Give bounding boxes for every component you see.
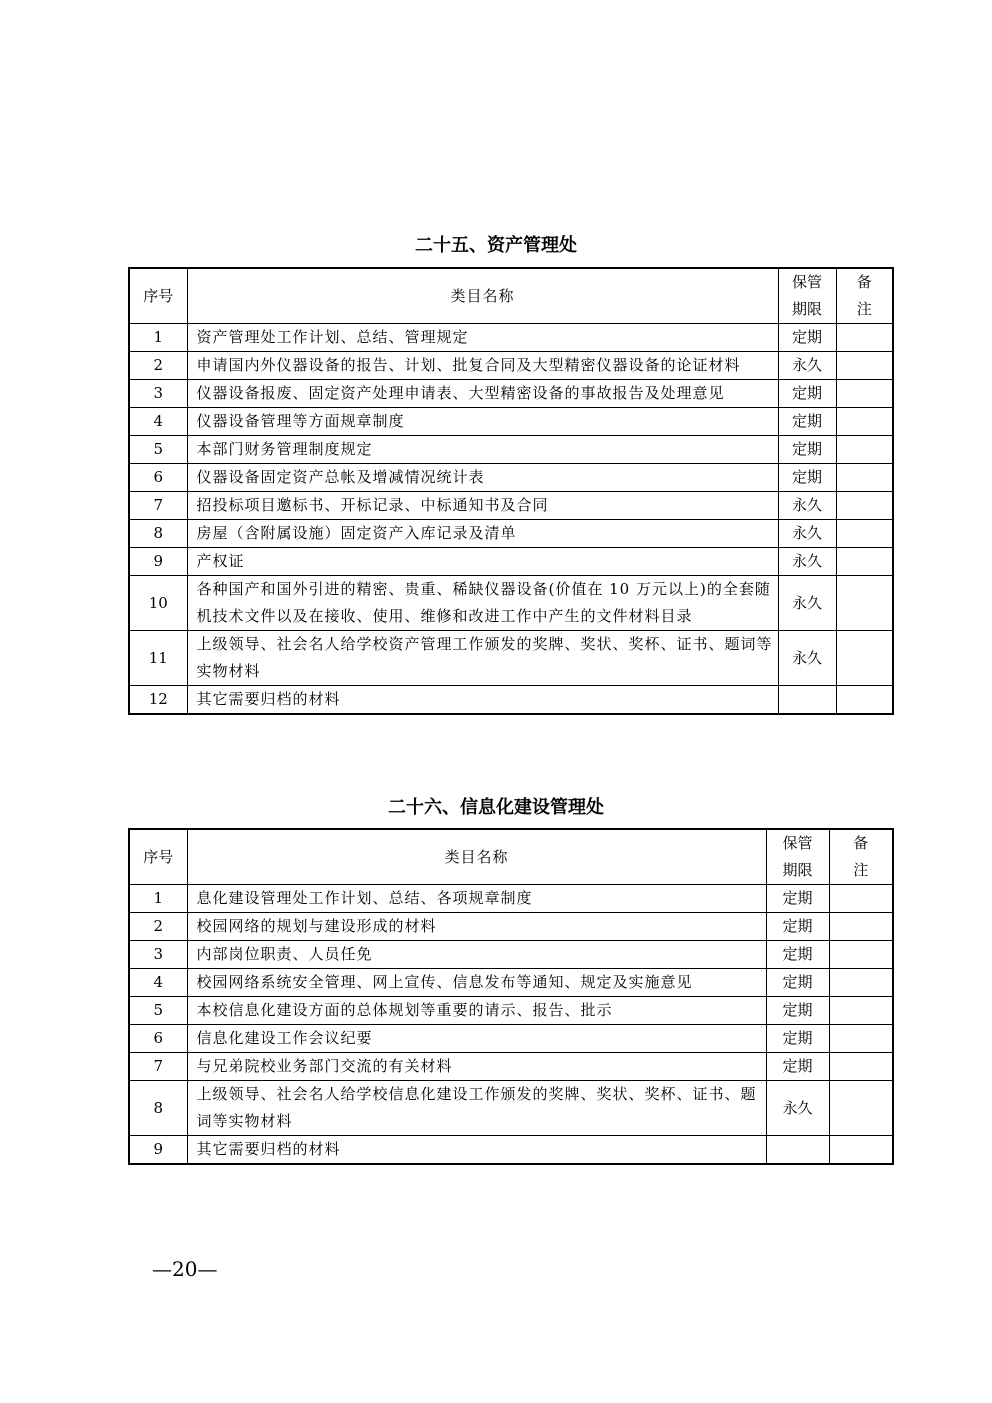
- header-note-line2: 注: [856, 300, 872, 318]
- header-name: 类目名称: [187, 829, 766, 885]
- row-num: 3: [129, 380, 187, 408]
- row-num: 5: [129, 436, 187, 464]
- row-name: 各种国产和国外引进的精密、贵重、稀缺仪器设备(价值在 10 万元以上)的全套随机技术文件以及在接收、使用、维修和改进工作中产生的文件材料目录: [187, 576, 778, 631]
- row-name: 上级领导、社会名人给学校资产管理工作颁发的奖牌、奖状、奖杯、证书、题词等实物材料: [187, 631, 778, 686]
- table-row: [129, 520, 893, 548]
- row-name: 资产管理处工作计划、总结、管理规定: [187, 324, 778, 352]
- row-name: 与兄弟院校业务部门交流的有关材料: [187, 1053, 766, 1081]
- row-note: [836, 520, 893, 548]
- header-note: [829, 829, 893, 885]
- page-number: —20—: [152, 1257, 218, 1281]
- table-row: [129, 1136, 893, 1165]
- row-note: [836, 380, 893, 408]
- row-name: 仪器设备固定资产总帐及增减情况统计表: [187, 464, 778, 492]
- row-period: 定期: [766, 997, 829, 1025]
- row-num: 3: [129, 941, 187, 969]
- row-note: [836, 576, 893, 631]
- row-num: 1: [129, 885, 187, 913]
- row-note: [829, 885, 893, 913]
- row-num: 7: [129, 492, 187, 520]
- row-num: 11: [129, 631, 187, 686]
- header-period: [778, 268, 836, 324]
- row-period: 定期: [778, 324, 836, 352]
- row-num: 1: [129, 324, 187, 352]
- row-period: 定期: [766, 1053, 829, 1081]
- row-note: [836, 408, 893, 436]
- row-note: [836, 464, 893, 492]
- row-name: 校园网络系统安全管理、网上宣传、信息发布等通知、规定及实施意见: [187, 969, 766, 997]
- row-note: [836, 686, 893, 715]
- row-note: [836, 492, 893, 520]
- row-note: [829, 1081, 893, 1136]
- row-name: 仪器设备报废、固定资产处理申请表、大型精密设备的事故报告及处理意见: [187, 380, 778, 408]
- row-name: 信息化建设工作会议纪要: [187, 1025, 766, 1053]
- row-period: 永久: [778, 492, 836, 520]
- row-note: [836, 436, 893, 464]
- table-row: [129, 969, 893, 997]
- row-name: 本校信息化建设方面的总体规划等重要的请示、报告、批示: [187, 997, 766, 1025]
- table-row: [129, 408, 893, 436]
- table-row: [129, 380, 893, 408]
- row-num: 2: [129, 352, 187, 380]
- row-period: 定期: [778, 408, 836, 436]
- table-row: [129, 885, 893, 913]
- row-note: [836, 548, 893, 576]
- row-period: [778, 686, 836, 715]
- header-note-line1: 备: [853, 834, 869, 852]
- header-num: 序号: [129, 829, 187, 885]
- row-note: [836, 352, 893, 380]
- row-name: 招投标项目邀标书、开标记录、中标通知书及合同: [187, 492, 778, 520]
- row-note: [829, 997, 893, 1025]
- header-row: [129, 268, 893, 324]
- row-note: [829, 969, 893, 997]
- header-note-line1: 备: [856, 273, 872, 291]
- row-name: 房屋（含附属设施）固定资产入库记录及清单: [187, 520, 778, 548]
- table-row: [129, 464, 893, 492]
- row-note: [829, 913, 893, 941]
- row-num: 4: [129, 408, 187, 436]
- header-period-line1: 保管: [791, 273, 822, 291]
- row-num: 12: [129, 686, 187, 715]
- row-name: 上级领导、社会名人给学校信息化建设工作颁发的奖牌、奖状、奖杯、证书、题词等实物材料: [187, 1081, 766, 1136]
- table-row: [129, 913, 893, 941]
- row-num: 8: [129, 1081, 187, 1136]
- row-period: 定期: [778, 436, 836, 464]
- row-period: 永久: [766, 1081, 829, 1136]
- table-row: [129, 492, 893, 520]
- table-row: [129, 548, 893, 576]
- table-row: [129, 1025, 893, 1053]
- row-num: 6: [129, 464, 187, 492]
- row-name: 校园网络的规划与建设形成的材料: [187, 913, 766, 941]
- header-period-line2: 期限: [791, 300, 822, 318]
- header-period: [766, 829, 829, 885]
- header-period-line1: 保管: [782, 834, 813, 852]
- table-row: [129, 1081, 893, 1136]
- header-period-line2: 期限: [782, 861, 813, 879]
- table-row: [129, 631, 893, 686]
- row-num: 5: [129, 997, 187, 1025]
- table-row: [129, 436, 893, 464]
- row-name: 其它需要归档的材料: [187, 686, 778, 715]
- row-num: 10: [129, 576, 187, 631]
- row-note: [829, 1025, 893, 1053]
- row-num: 8: [129, 520, 187, 548]
- row-num: 4: [129, 969, 187, 997]
- header-name: 类目名称: [187, 268, 778, 324]
- row-period: 永久: [778, 548, 836, 576]
- table-row: [129, 997, 893, 1025]
- row-note: [836, 324, 893, 352]
- section-title-asset-management: 二十五、资产管理处: [415, 235, 577, 256]
- table-row: [129, 324, 893, 352]
- row-name: 申请国内外仪器设备的报告、计划、批复合同及大型精密仪器设备的论证材料: [187, 352, 778, 380]
- row-period: 定期: [778, 380, 836, 408]
- row-name: 其它需要归档的材料: [187, 1136, 766, 1165]
- row-note: [829, 941, 893, 969]
- records-table-it-management: [128, 828, 894, 1165]
- row-num: 7: [129, 1053, 187, 1081]
- row-period: 永久: [778, 576, 836, 631]
- row-period: 定期: [766, 1025, 829, 1053]
- row-name: 本部门财务管理制度规定: [187, 436, 778, 464]
- row-name: 内部岗位职责、人员任免: [187, 941, 766, 969]
- row-period: 定期: [766, 885, 829, 913]
- row-period: [766, 1136, 829, 1165]
- header-row: [129, 829, 893, 885]
- header-note-line2: 注: [853, 861, 869, 879]
- row-period: 定期: [778, 464, 836, 492]
- header-note: [836, 268, 893, 324]
- row-period: 永久: [778, 520, 836, 548]
- row-period: 永久: [778, 631, 836, 686]
- table-row: [129, 941, 893, 969]
- row-period: 定期: [766, 941, 829, 969]
- row-num: 2: [129, 913, 187, 941]
- row-note: [829, 1136, 893, 1165]
- row-num: 6: [129, 1025, 187, 1053]
- row-name: 仪器设备管理等方面规章制度: [187, 408, 778, 436]
- row-num: 9: [129, 1136, 187, 1165]
- row-period: 定期: [766, 969, 829, 997]
- records-table-asset-management: [128, 267, 894, 715]
- table-row: [129, 576, 893, 631]
- row-name: 息化建设管理处工作计划、总结、各项规章制度: [187, 885, 766, 913]
- table-row: [129, 1053, 893, 1081]
- row-note: [829, 1053, 893, 1081]
- header-num: 序号: [129, 268, 187, 324]
- table-row: [129, 686, 893, 715]
- section-title-it-management: 二十六、信息化建设管理处: [388, 797, 604, 818]
- row-num: 9: [129, 548, 187, 576]
- row-name: 产权证: [187, 548, 778, 576]
- row-period: 永久: [778, 352, 836, 380]
- table-row: [129, 352, 893, 380]
- row-period: 定期: [766, 913, 829, 941]
- row-note: [836, 631, 893, 686]
